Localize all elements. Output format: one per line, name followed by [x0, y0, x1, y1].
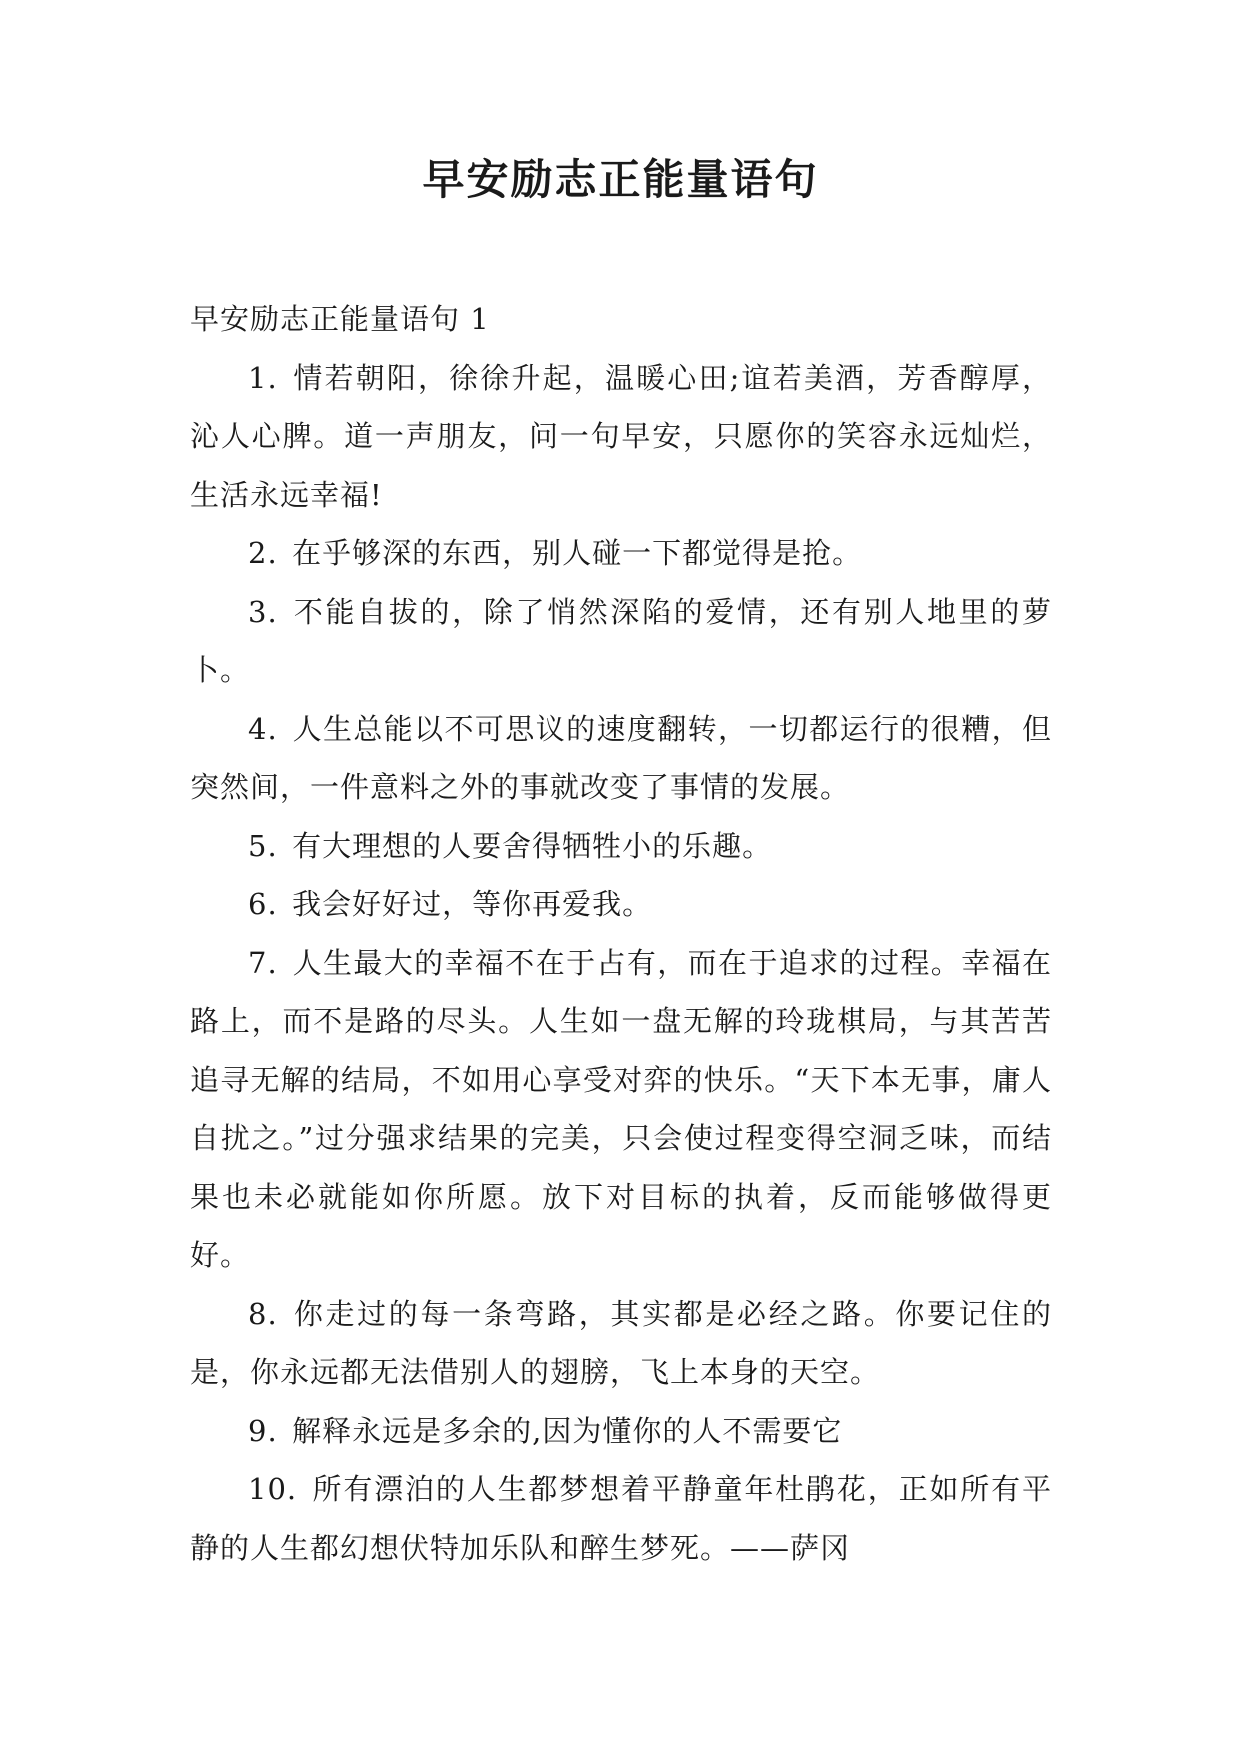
quote-text: 解释永远是多余的,因为懂你的人不需要它 [292, 1413, 843, 1448]
quote-item [190, 349, 1052, 525]
quote-number: 8. [248, 1296, 278, 1331]
quote-text: 我会好好过，等你再爱我。 [292, 887, 653, 921]
section-heading: 早安励志正能量语句 1 [190, 302, 490, 336]
quote-number: 10. [248, 1472, 298, 1506]
quote-text: 你走过的每一条弯路，其实都是必经之路。你要记住的是，你永远都无法借别人的翅膀，飞上本身的天空。 [190, 1296, 1052, 1389]
quote-item [190, 875, 1052, 934]
quote-number: 7. [248, 945, 278, 980]
quote-item [190, 1460, 1052, 1577]
quote-item [190, 1285, 1052, 1402]
quote-number: 1. [248, 360, 278, 395]
quote-text: 情若朝阳，徐徐升起，温暖心田;谊若美酒，芳香醇厚，沁人心脾。道一声朋友，问一句早安，只愿你的笑容永远灿烂，生活永远幸福! [190, 360, 1052, 512]
quote-item [190, 583, 1052, 700]
quote-item [190, 524, 1052, 583]
document-title: 早安励志正能量语句 [422, 155, 819, 204]
quote-text: 有大理想的人要舍得牺牲小的乐趣。 [292, 828, 773, 863]
quote-number: 2. [248, 536, 278, 570]
quote-text: 所有漂泊的人生都梦想着平静童年杜鹃花，正如所有平静的人生都幻想伏特加乐队和醉生梦死。——萨冈 [190, 1472, 1052, 1565]
quote-item [190, 700, 1052, 817]
quote-number: 9. [248, 1413, 278, 1448]
quote-item [190, 817, 1052, 876]
quote-number: 3. [248, 594, 278, 629]
quote-text: 人生最大的幸福不在于占有，而在于追求的过程。幸福在路上，而不是路的尽头。人生如一盘无解的玲珑棋局，与其苦苦追寻无解的结局，不如用心享受对弈的快乐。“天下本无事，庸人自扰之。”过分强求结果的完美，只会使过程变得空洞乏味，而结果也未必就能如你所愿。放下对目标的执着，反而能够做得更好。 [190, 945, 1052, 1272]
quote-text: 人生总能以不可思议的速度翻转，一切都运行的很糟，但突然间，一件意料之外的事就改变了事情的发展。 [190, 711, 1052, 804]
quote-number: 5. [248, 828, 278, 863]
quote-item [190, 1402, 1052, 1461]
quote-number: 4. [248, 711, 278, 746]
quote-number: 6. [248, 887, 278, 921]
quote-text: 不能自拔的，除了悄然深陷的爱情，还有别人地里的萝卜。 [190, 594, 1052, 687]
quote-item [190, 934, 1052, 1285]
document-body [190, 290, 1052, 1577]
quote-text: 在乎够深的东西，别人碰一下都觉得是抢。 [292, 536, 863, 570]
